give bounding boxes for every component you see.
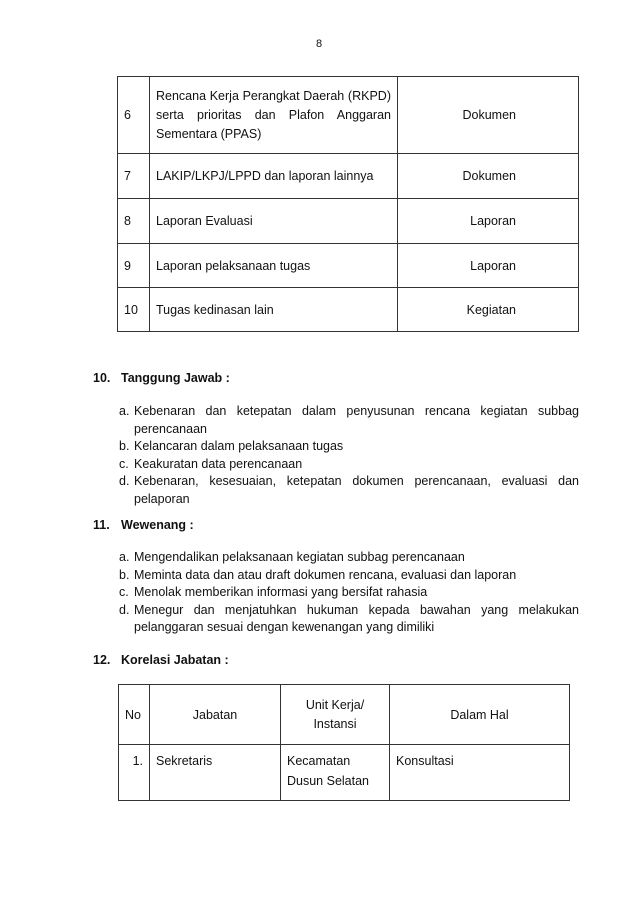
table-row xyxy=(118,154,579,199)
list-item: a. Kebenaran dan ketepatan dalam penyusunan rencana kegiatan subbag perencanaan xyxy=(119,404,579,436)
korelasi-table xyxy=(118,684,570,801)
section-heading-wewenang: 11. Wewenang : xyxy=(93,518,194,532)
row-number: 6 xyxy=(118,77,150,154)
table-row xyxy=(118,244,579,288)
list-item: a. Mengendalikan pelaksanaan kegiatan subbag perencanaan xyxy=(119,550,465,564)
cell-jabatan: Sekretaris xyxy=(150,745,281,801)
cell-unit-kerja: Kecamatan Dusun Selatan xyxy=(281,745,390,801)
row-number: 9 xyxy=(118,244,150,288)
wewenang-list xyxy=(119,549,579,637)
header-no: No xyxy=(119,685,150,745)
table-row xyxy=(118,288,579,332)
section-heading-tanggung-jawab: 10. Tanggung Jawab : xyxy=(93,371,230,385)
list-item: b. Meminta data dan atau draft dokumen rencana, evaluasi dan laporan xyxy=(119,567,517,582)
row-number: 8 xyxy=(118,199,150,244)
list-item: d. Menegur dan menjatuhkan hukuman kepada bawahan yang melakukan pelanggaran sesuai dengan kewenangan yang dimiliki xyxy=(119,602,579,634)
row-description: Tugas kedinasan lain xyxy=(150,288,398,332)
list-item: c. Keakuratan data perencanaan xyxy=(119,456,303,471)
header-unit-kerja: Unit Kerja/ Instansi xyxy=(281,685,390,745)
row-description: Laporan pelaksanaan tugas xyxy=(150,244,398,288)
section-heading-korelasi-jabatan: 12. Korelasi Jabatan : xyxy=(93,653,229,667)
row-description: LAKIP/LKPJ/LPPD dan laporan lainnya xyxy=(150,154,398,199)
table-header-row xyxy=(119,685,570,745)
list-item: d. Kebenaran, kesesuaian, ketepatan dokumen perencanaan, evaluasi dan pelaporan xyxy=(119,474,579,506)
row-unit: Dokumen xyxy=(398,154,579,199)
table-row xyxy=(118,199,579,244)
table-row xyxy=(118,77,579,154)
row-unit: Laporan xyxy=(398,244,579,288)
header-dalam-hal: Dalam Hal xyxy=(390,685,570,745)
row-number: 10 xyxy=(118,288,150,332)
row-number: 7 xyxy=(118,154,150,199)
cell-no: 1. xyxy=(119,745,150,801)
row-unit: Dokumen xyxy=(398,77,579,154)
page-number: 8 xyxy=(315,38,323,50)
table-row xyxy=(119,745,570,801)
row-description: Rencana Kerja Perangkat Daerah (RKPD) serta prioritas dan Plafon Anggaran Sementara (PPAS) xyxy=(150,77,398,154)
tanggung-jawab-list xyxy=(119,403,579,508)
row-description: Laporan Evaluasi xyxy=(150,199,398,244)
row-unit: Laporan xyxy=(398,199,579,244)
header-jabatan: Jabatan xyxy=(150,685,281,745)
list-item: c. Menolak memberikan informasi yang bersifat rahasia xyxy=(119,585,428,599)
cell-dalam-hal: Konsultasi xyxy=(390,745,570,801)
row-unit: Kegiatan xyxy=(398,288,579,332)
list-item: b. Kelancaran dalam pelaksanaan tugas xyxy=(119,439,344,453)
outputs-table xyxy=(117,76,579,332)
